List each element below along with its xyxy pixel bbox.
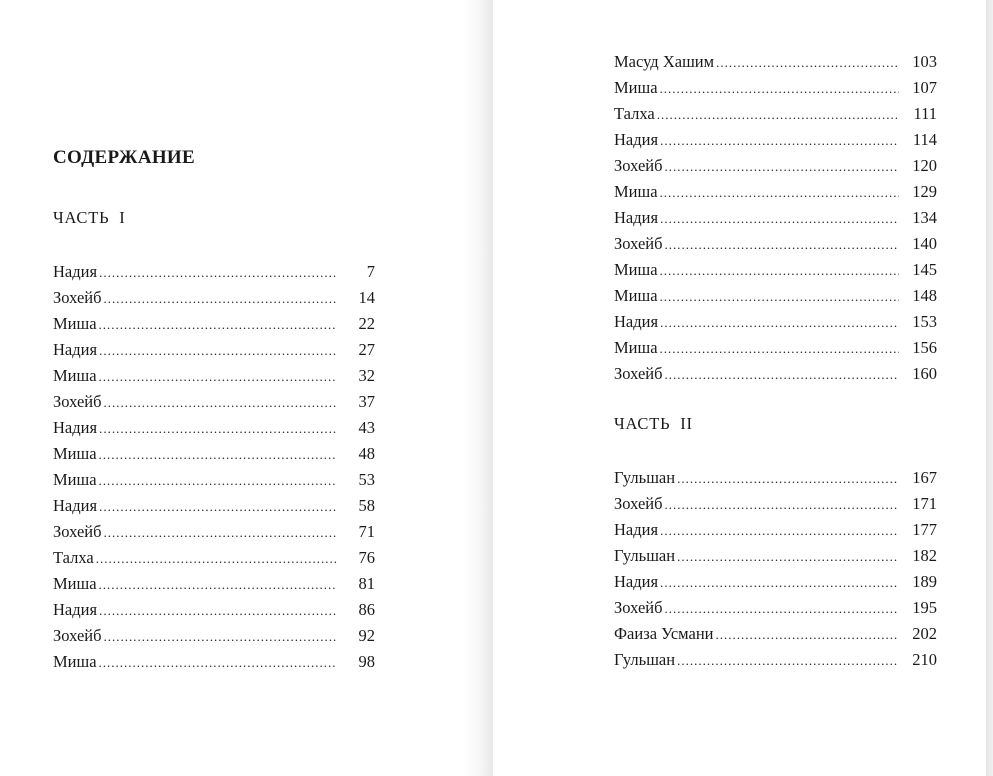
entry-dot-leader <box>99 416 337 442</box>
entry-dot-leader <box>104 520 338 546</box>
toc-entry <box>53 623 375 649</box>
entry-chapter-name: Миша <box>53 444 97 463</box>
entry-page-number: 210 <box>912 650 937 669</box>
entry-chapter-name: Миша <box>53 470 97 489</box>
toc-entry <box>614 153 937 179</box>
entry-dot-leader <box>99 442 337 468</box>
toc-entry <box>614 647 937 673</box>
entry-page-number: 37 <box>358 392 375 411</box>
entry-page-number: 7 <box>366 262 375 281</box>
toc-entry <box>614 543 937 569</box>
toc-entry <box>614 283 937 309</box>
entry-page-number: 81 <box>358 574 375 593</box>
toc-entry <box>614 205 937 231</box>
entry-chapter-name: Фаиза Усмани <box>614 624 714 643</box>
toc-entry <box>53 467 375 493</box>
left-page <box>0 0 493 776</box>
entry-page-number: 14 <box>358 288 375 307</box>
toc-entry <box>614 179 937 205</box>
entry-dot-leader <box>104 390 338 416</box>
entry-dot-leader <box>665 232 900 258</box>
toc-entry <box>614 569 937 595</box>
entry-dot-leader <box>96 546 337 572</box>
entry-chapter-name: Миша <box>614 78 658 97</box>
entry-page-number: 22 <box>358 314 375 333</box>
entry-dot-leader <box>99 260 337 286</box>
entry-dot-leader <box>99 338 337 364</box>
entry-chapter-name: Надия <box>53 418 98 437</box>
entry-page-number: 182 <box>912 546 937 565</box>
entry-dot-leader <box>665 154 900 180</box>
entry-chapter-name: Надия <box>53 600 98 619</box>
entry-dot-leader <box>660 336 899 362</box>
entry-page-number: 107 <box>912 78 937 97</box>
entry-dot-leader <box>660 518 899 544</box>
toc-title: СОДЕРЖАНИЕ <box>53 147 195 168</box>
entry-chapter-name: Миша <box>53 314 97 333</box>
entry-dot-leader <box>104 624 338 650</box>
toc-entry <box>614 231 937 257</box>
entry-dot-leader <box>660 310 899 336</box>
entry-chapter-name: Зохейб <box>53 626 102 645</box>
toc-entry <box>614 257 937 283</box>
entry-page-number: 195 <box>912 598 937 617</box>
part-1-heading: ЧАСТЬ I <box>53 208 126 227</box>
entry-page-number: 148 <box>912 286 937 305</box>
entry-page-number: 160 <box>912 364 937 383</box>
toc-entry <box>53 597 375 623</box>
entry-dot-leader <box>716 50 899 76</box>
entry-page-number: 202 <box>912 624 937 643</box>
entry-page-number: 98 <box>358 652 375 671</box>
entry-page-number: 48 <box>358 444 375 463</box>
toc-entry <box>53 519 375 545</box>
entry-chapter-name: Миша <box>53 574 97 593</box>
toc-entry <box>53 441 375 467</box>
toc-entry <box>614 49 937 75</box>
toc-entry <box>53 311 375 337</box>
toc-entry <box>614 101 937 127</box>
entry-page-number: 129 <box>912 182 937 201</box>
entry-dot-leader <box>660 570 899 596</box>
entry-chapter-name: Зохейб <box>614 494 663 513</box>
entry-chapter-name: Зохейб <box>614 598 663 617</box>
entry-chapter-name: Надия <box>614 312 659 331</box>
entry-page-number: 171 <box>912 494 937 513</box>
entry-dot-leader <box>660 284 899 310</box>
entry-chapter-name: Надия <box>614 572 659 591</box>
entry-page-number: 58 <box>358 496 375 515</box>
entry-chapter-name: Талха <box>53 548 94 567</box>
entry-dot-leader <box>657 102 899 128</box>
entry-page-number: 71 <box>358 522 375 541</box>
toc-list-part-1-continued <box>614 49 937 387</box>
entry-chapter-name: Миша <box>614 338 658 357</box>
entry-page-number: 53 <box>358 470 375 489</box>
entry-page-number: 145 <box>912 260 937 279</box>
entry-chapter-name: Зохейб <box>53 522 102 541</box>
entry-dot-leader <box>665 492 900 518</box>
toc-entry <box>53 649 375 675</box>
toc-entry <box>614 361 937 387</box>
entry-page-number: 27 <box>358 340 375 359</box>
entry-page-number: 76 <box>358 548 375 567</box>
entry-page-number: 103 <box>912 52 937 71</box>
entry-chapter-name: Масуд Хашим <box>614 52 715 71</box>
toc-entry <box>53 389 375 415</box>
entry-chapter-name: Зохейб <box>614 156 663 175</box>
entry-dot-leader <box>677 648 899 674</box>
entry-chapter-name: Миша <box>614 260 658 279</box>
entry-chapter-name: Надия <box>614 130 659 149</box>
toc-entry <box>614 621 937 647</box>
entry-dot-leader <box>99 650 337 676</box>
entry-page-number: 134 <box>912 208 937 227</box>
entry-page-number: 32 <box>358 366 375 385</box>
entry-dot-leader <box>660 258 899 284</box>
toc-entry <box>614 127 937 153</box>
entry-dot-leader <box>99 312 337 338</box>
entry-page-number: 140 <box>912 234 937 253</box>
entry-page-number: 153 <box>912 312 937 331</box>
entry-page-number: 189 <box>912 572 937 591</box>
entry-dot-leader <box>99 468 337 494</box>
toc-entry <box>53 545 375 571</box>
entry-chapter-name: Миша <box>53 366 97 385</box>
entry-dot-leader <box>716 622 900 648</box>
entry-dot-leader <box>99 598 337 624</box>
entry-chapter-name: Надия <box>614 520 659 539</box>
toc-entry <box>614 309 937 335</box>
entry-dot-leader <box>660 180 899 206</box>
toc-entry <box>614 335 937 361</box>
entry-chapter-name: Зохейб <box>614 234 663 253</box>
entry-dot-leader <box>677 466 899 492</box>
entry-chapter-name: Надия <box>53 496 98 515</box>
toc-entry <box>53 571 375 597</box>
entry-chapter-name: Талха <box>614 104 655 123</box>
entry-chapter-name: Миша <box>614 286 658 305</box>
entry-page-number: 92 <box>358 626 375 645</box>
entry-dot-leader <box>677 544 899 570</box>
entry-chapter-name: Надия <box>614 208 659 227</box>
entry-page-number: 111 <box>913 104 937 123</box>
entry-chapter-name: Миша <box>614 182 658 201</box>
toc-entry <box>614 465 937 491</box>
entry-dot-leader <box>99 364 337 390</box>
toc-entry <box>53 415 375 441</box>
entry-page-number: 43 <box>358 418 375 437</box>
entry-chapter-name: Надия <box>53 340 98 359</box>
entry-dot-leader <box>99 572 337 598</box>
toc-entry <box>614 75 937 101</box>
entry-dot-leader <box>660 128 899 154</box>
entry-dot-leader <box>660 76 899 102</box>
entry-chapter-name: Зохейб <box>53 288 102 307</box>
entry-page-number: 120 <box>912 156 937 175</box>
gutter-shadow-left <box>462 0 493 776</box>
entry-page-number: 86 <box>358 600 375 619</box>
toc-entry <box>614 517 937 543</box>
entry-chapter-name: Надия <box>53 262 98 281</box>
entry-dot-leader <box>660 206 899 232</box>
entry-chapter-name: Зохейб <box>53 392 102 411</box>
entry-chapter-name: Гульшан <box>614 468 676 487</box>
entry-chapter-name: Миша <box>53 652 97 671</box>
part-2-heading: ЧАСТЬ II <box>614 414 693 433</box>
entry-chapter-name: Гульшан <box>614 650 676 669</box>
toc-entry <box>614 491 937 517</box>
toc-entry <box>53 493 375 519</box>
entry-dot-leader <box>665 362 900 388</box>
gutter-shadow-right <box>986 0 993 776</box>
entry-chapter-name: Зохейб <box>614 364 663 383</box>
entry-page-number: 156 <box>912 338 937 357</box>
entry-dot-leader <box>99 494 337 520</box>
toc-entry <box>614 595 937 621</box>
entry-dot-leader <box>665 596 900 622</box>
toc-list-part-1 <box>53 259 375 675</box>
entry-page-number: 167 <box>912 468 937 487</box>
toc-list-part-2 <box>614 465 937 673</box>
toc-entry <box>53 285 375 311</box>
entry-page-number: 177 <box>912 520 937 539</box>
toc-entry <box>53 337 375 363</box>
toc-entry <box>53 259 375 285</box>
toc-entry <box>53 363 375 389</box>
entry-page-number: 114 <box>912 130 937 149</box>
entry-chapter-name: Гульшан <box>614 546 676 565</box>
entry-dot-leader <box>104 286 338 312</box>
